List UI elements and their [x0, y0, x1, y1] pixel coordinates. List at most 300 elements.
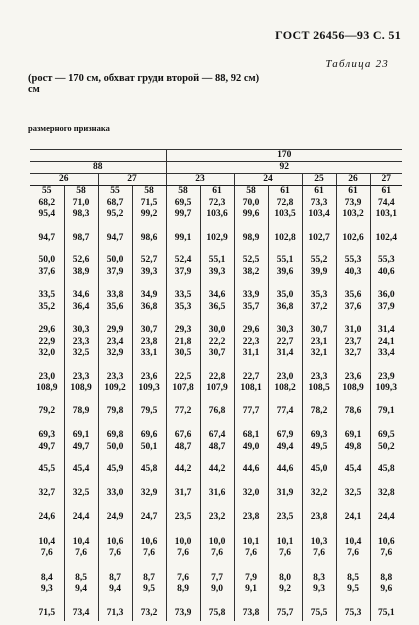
table-cell [30, 255, 64, 290]
table-cell [200, 186, 234, 233]
cell-value: 108,1 [240, 383, 262, 393]
cell-value: 69,3 [310, 430, 328, 440]
cell-value: 79,1 [377, 405, 395, 416]
cell-value: 73,2 [140, 607, 158, 618]
table-cell [370, 406, 402, 431]
cell-value: 99,6 [242, 209, 260, 219]
cell-value: 50,0 [106, 255, 124, 265]
header-cell-chest-92: 92 [166, 162, 402, 174]
cell-value: 70,0 [242, 197, 260, 208]
table-cell [268, 573, 302, 608]
table-cell [132, 573, 166, 608]
table-cell [98, 608, 132, 622]
table-cell [166, 488, 200, 513]
cell-value: 23,2 [208, 512, 226, 522]
table-cell [268, 430, 302, 464]
table-cell [234, 325, 268, 372]
cell-value: 37,6 [344, 301, 362, 312]
cell-value: 35,3 [310, 290, 328, 300]
cell-value: 37,2 [310, 301, 328, 312]
table-cell [98, 372, 132, 406]
table-cell [370, 233, 402, 256]
table-cell [234, 537, 268, 573]
table-cell [200, 537, 234, 573]
cell-value: 69,8 [106, 430, 124, 440]
cell-value: 35,6 [106, 301, 124, 312]
table-cell [166, 255, 200, 290]
table-cell [234, 608, 268, 622]
table-cell [234, 406, 268, 431]
table-cell [268, 608, 302, 622]
table-cell [336, 464, 370, 488]
table-cell [234, 233, 268, 256]
table-cell [166, 464, 200, 488]
cell-value: 52,7 [140, 255, 158, 265]
table-cell [166, 325, 200, 372]
table-cell [30, 430, 64, 464]
cell-value: 69,3 [38, 430, 56, 440]
table-cell [98, 406, 132, 431]
cell-value: 32,9 [140, 487, 158, 498]
cell-value: 45,9 [106, 464, 124, 474]
table-cell [132, 488, 166, 513]
cell-value: 71,5 [140, 197, 158, 208]
table-cell [336, 488, 370, 513]
table-cell [302, 464, 336, 488]
table-cell [370, 372, 402, 406]
cell-value: 55,2 [310, 255, 328, 265]
cell-value: 79,2 [38, 405, 56, 416]
cell-value: 24,1 [377, 336, 395, 347]
cell-value: 23,8 [140, 336, 158, 347]
cell-value: 103,6 [206, 209, 228, 219]
table-cell [200, 464, 234, 488]
table-cell [336, 186, 370, 233]
table-label: Таблица 23 [325, 58, 389, 70]
cell-value: 23,6 [140, 371, 158, 382]
cell-value: 30,7 [310, 325, 328, 335]
cell-value: 32,9 [106, 348, 124, 358]
table-cell [268, 255, 302, 290]
table-cell [336, 372, 370, 406]
cell-value: 9,6 [380, 584, 393, 594]
table-cell [370, 512, 402, 537]
cell-value: 29,6 [242, 325, 260, 335]
table-row [30, 488, 402, 513]
table-cell [64, 512, 98, 537]
cell-value: 23,4 [106, 336, 124, 347]
cell-value: 58 [246, 186, 256, 196]
cell-value: 61 [212, 186, 222, 196]
cell-value: 55,3 [377, 255, 395, 265]
cell-value: 34,9 [140, 290, 158, 300]
cell-value: 73,8 [242, 607, 260, 618]
cell-value: 22,2 [208, 336, 226, 347]
cell-value: 10,6 [377, 536, 395, 547]
cell-value: 73,3 [310, 197, 328, 208]
cell-value: 71,0 [72, 197, 90, 208]
table-cell [30, 537, 64, 573]
table-cell [302, 573, 336, 608]
header-cell-hip: 26 [30, 174, 98, 186]
cell-value: 69,5 [174, 197, 192, 208]
cell-value: 23,6 [344, 371, 362, 382]
cell-value: 78,2 [310, 405, 328, 416]
table-row [30, 372, 402, 406]
cell-value: 31,0 [344, 325, 362, 335]
cell-value: 102,4 [375, 232, 397, 243]
table-cell [302, 512, 336, 537]
cell-value: 31,7 [174, 487, 192, 498]
table-row [30, 464, 402, 488]
cell-value: 49,8 [344, 441, 362, 452]
cell-value: 61 [381, 186, 392, 196]
table-cell [30, 608, 64, 622]
cell-value: 22,5 [174, 371, 192, 382]
cell-value: 107,8 [172, 383, 194, 393]
table-cell [64, 464, 98, 488]
table-cell [132, 290, 166, 325]
cell-value: 99,1 [174, 232, 192, 243]
cell-value: 109,2 [104, 383, 126, 393]
table-cell [132, 325, 166, 372]
table-row [30, 290, 402, 325]
cell-value: 72,8 [276, 197, 294, 208]
cell-value: 58 [144, 186, 154, 196]
cell-value: 78,6 [344, 405, 362, 416]
cell-value: 55,1 [208, 255, 226, 265]
cell-value: 45,8 [140, 464, 158, 474]
cell-value: 23,3 [72, 371, 90, 382]
cell-value: 23,0 [38, 371, 56, 382]
cell-value: 23,8 [310, 512, 328, 522]
table-row [30, 233, 402, 256]
table-cell [64, 290, 98, 325]
cell-value: 31,4 [276, 348, 294, 358]
table-cell [166, 186, 200, 233]
table-cell [336, 406, 370, 431]
cell-value: 94,7 [38, 232, 56, 243]
cell-value: 32,2 [310, 487, 328, 498]
cell-value: 31,4 [377, 325, 395, 335]
cell-value: 61 [314, 186, 324, 196]
cell-value: 55,3 [344, 255, 362, 265]
cell-value: 7,6 [177, 572, 189, 583]
cell-value: 33,4 [377, 348, 395, 358]
cell-value: 50,1 [140, 441, 158, 452]
cell-value: 36,4 [72, 301, 90, 312]
table-row [30, 537, 402, 573]
table-cell [268, 290, 302, 325]
header-cell-hip: 25 [302, 174, 336, 186]
cell-value: 49,7 [72, 441, 90, 452]
cell-value: 72,3 [208, 197, 226, 208]
header-row-chest [30, 162, 402, 174]
table-cell [200, 406, 234, 431]
cell-value: 8,8 [380, 572, 393, 583]
table-row [30, 255, 402, 290]
header-cell-hip: 24 [234, 174, 302, 186]
cell-value: 48,7 [208, 441, 226, 452]
cell-value: 39,9 [310, 266, 328, 277]
cell-value: 75,3 [344, 607, 362, 618]
cell-value: 99,2 [140, 209, 158, 219]
cell-value: 30,3 [72, 325, 90, 335]
cell-value: 37,9 [106, 266, 124, 277]
table-cell [336, 573, 370, 608]
cell-value: 22,7 [276, 336, 294, 347]
table-cell [64, 573, 98, 608]
cell-value: 108,9 [70, 383, 92, 393]
table-cell [234, 573, 268, 608]
cell-value: 23,3 [310, 371, 328, 382]
table-cell [200, 488, 234, 513]
cell-value: 36,8 [140, 301, 158, 312]
cell-value: 68,1 [242, 430, 260, 440]
table-cell [30, 512, 64, 537]
table-cell [64, 233, 98, 256]
cell-value: 30,7 [208, 348, 226, 358]
cell-value: 108,5 [308, 383, 330, 393]
cell-value: 67,9 [276, 430, 294, 440]
table-cell [200, 255, 234, 290]
table-cell [336, 537, 370, 573]
cell-value: 31,9 [276, 487, 294, 498]
cell-value: 103,2 [342, 209, 364, 219]
cell-value: 7,6 [380, 548, 393, 558]
cell-value: 44,6 [276, 464, 294, 474]
table-cell [64, 406, 98, 431]
cell-value: 98,7 [72, 232, 90, 243]
table-cell [302, 290, 336, 325]
header-row-hip [30, 174, 402, 186]
table-cell [336, 325, 370, 372]
table-cell [268, 186, 302, 233]
table-cell [370, 537, 402, 573]
table-cell [234, 464, 268, 488]
table-cell [370, 573, 402, 608]
cell-value: 39,3 [140, 266, 158, 277]
cell-value: 32,5 [72, 487, 90, 498]
table-caption: (рост — 170 см, обхват груди второй — 88, 92 см) [28, 73, 260, 84]
cell-value: 71,3 [106, 607, 124, 618]
table-row [30, 325, 402, 372]
cell-value: 75,5 [310, 607, 328, 618]
cell-value: 94,7 [106, 232, 124, 243]
cell-value: 32,5 [344, 487, 362, 498]
cell-value: 7,6 [313, 548, 325, 558]
table-cell [234, 512, 268, 537]
cell-value: 33,5 [38, 290, 56, 300]
cell-value: 32,7 [38, 487, 56, 498]
cell-value: 30,7 [140, 325, 158, 335]
table-cell [132, 464, 166, 488]
table-cell [64, 430, 98, 464]
cell-value: 73,4 [72, 607, 90, 618]
cell-value: 37,6 [38, 266, 56, 277]
table-cell [234, 372, 268, 406]
table-cell [268, 233, 302, 256]
cell-value: 7,6 [75, 548, 87, 558]
cell-value: 39,3 [208, 266, 226, 277]
table-cell [30, 488, 64, 513]
cell-value: 76,8 [208, 405, 226, 416]
cell-value: 74,4 [377, 197, 395, 208]
table-cell [336, 430, 370, 464]
cell-value: 8,4 [40, 572, 53, 583]
cell-value: 7,6 [40, 548, 53, 558]
table-cell [30, 290, 64, 325]
cell-value: 7,6 [143, 548, 155, 558]
cell-value: 7,7 [211, 572, 223, 583]
table-cell [234, 430, 268, 464]
cell-value: 95,4 [38, 209, 56, 219]
table-cell [98, 255, 132, 290]
cell-value: 109,3 [375, 383, 397, 393]
table-cell [302, 325, 336, 372]
cell-value: 7,6 [245, 548, 257, 558]
cell-value: 8,7 [143, 572, 155, 583]
table-row [30, 608, 402, 622]
table-cell [30, 186, 64, 233]
cell-value: 8,5 [347, 572, 359, 583]
header-cell-hip: 27 [98, 174, 166, 186]
cell-value: 29,9 [106, 325, 124, 335]
table-cell [30, 233, 64, 256]
cell-value: 77,4 [276, 405, 294, 416]
cell-value: 23,3 [106, 371, 124, 382]
cell-value: 8,3 [313, 572, 325, 583]
table-cell [64, 608, 98, 622]
table-cell [132, 372, 166, 406]
table-cell [268, 537, 302, 573]
table-cell [64, 488, 98, 513]
cell-value: 10,0 [174, 536, 192, 547]
table-cell [166, 290, 200, 325]
cell-value: 32,0 [242, 487, 260, 498]
cell-value: 49,7 [38, 441, 56, 452]
table-cell [30, 406, 64, 431]
cell-value: 99,7 [174, 209, 192, 219]
table-cell [336, 290, 370, 325]
cell-value: 9,0 [211, 584, 223, 594]
cell-value: 68,2 [38, 197, 56, 208]
table-cell [370, 430, 402, 464]
table-cell [98, 512, 132, 537]
cell-value: 23,5 [276, 512, 294, 522]
table-cell [336, 512, 370, 537]
cell-value: 7,6 [279, 548, 291, 558]
cell-value: 98,3 [72, 209, 90, 219]
cell-value: 37,9 [377, 301, 395, 312]
table-cell [268, 464, 302, 488]
table-cell [30, 325, 64, 372]
cell-value: 10,1 [242, 536, 260, 547]
cell-value: 52,5 [242, 255, 260, 265]
header-row-height [30, 150, 402, 162]
cell-value: 109,3 [138, 383, 160, 393]
cell-value: 32,8 [377, 487, 395, 498]
cell-value: 7,9 [245, 572, 257, 583]
cell-value: 22,9 [38, 336, 56, 347]
cell-value: 23,1 [310, 336, 328, 347]
cell-value: 8,5 [75, 572, 87, 583]
table-cell [64, 186, 98, 233]
cell-value: 58 [178, 186, 188, 196]
cell-value: 29,3 [174, 325, 192, 335]
cell-value: 9,1 [245, 584, 257, 594]
table-caption-unit: см [28, 84, 40, 95]
table-cell [132, 430, 166, 464]
table-cell [64, 325, 98, 372]
cell-value: 31,1 [242, 348, 260, 358]
cell-value: 75,8 [208, 607, 226, 618]
cell-value: 10,6 [106, 536, 124, 547]
cell-value: 10,3 [310, 536, 328, 547]
cell-value: 9,4 [75, 584, 87, 594]
cell-value: 39,6 [276, 266, 294, 277]
cell-value: 9,2 [279, 584, 291, 594]
cell-value: 68,7 [106, 197, 124, 208]
table-cell [166, 406, 200, 431]
cell-value: 7,6 [347, 548, 359, 558]
table-cell [98, 290, 132, 325]
table-cell [98, 464, 132, 488]
cell-value: 75,7 [276, 607, 294, 618]
table-cell [268, 325, 302, 372]
cell-value: 40,6 [377, 266, 395, 277]
table-cell [302, 406, 336, 431]
cell-value: 36,8 [276, 301, 294, 312]
cell-value: 24,4 [72, 512, 90, 522]
cell-value: 67,4 [208, 430, 226, 440]
cell-value: 10,1 [276, 536, 294, 547]
cell-value: 78,9 [72, 405, 90, 416]
table-row [30, 430, 402, 464]
table-cell [132, 512, 166, 537]
cell-value: 31,6 [208, 487, 226, 498]
cell-value: 36,0 [377, 290, 395, 300]
table-cell [132, 406, 166, 431]
cell-value: 10,4 [72, 536, 90, 547]
table-cell [98, 488, 132, 513]
cell-value: 24,6 [38, 512, 56, 522]
table-cell [98, 233, 132, 256]
cell-value: 35,0 [276, 290, 294, 300]
table-cell [302, 255, 336, 290]
cell-value: 69,6 [140, 430, 158, 440]
cell-value: 45,4 [344, 464, 362, 474]
table-cell [30, 573, 64, 608]
table-cell [370, 255, 402, 290]
table-cell [98, 537, 132, 573]
table-cell [30, 464, 64, 488]
cell-value: 8,0 [279, 572, 291, 583]
table-cell [132, 233, 166, 256]
cell-value: 10,6 [140, 536, 158, 547]
cell-value: 69,5 [377, 430, 395, 440]
table-cell [370, 464, 402, 488]
table-cell [234, 290, 268, 325]
table-cell [336, 608, 370, 622]
table-cell [200, 608, 234, 622]
cell-value: 55,1 [276, 255, 294, 265]
table-cell [370, 488, 402, 513]
table-cell [302, 430, 336, 464]
cell-value: 103,5 [274, 209, 296, 219]
cell-value: 61 [348, 186, 358, 196]
cell-value: 33,8 [106, 290, 124, 300]
